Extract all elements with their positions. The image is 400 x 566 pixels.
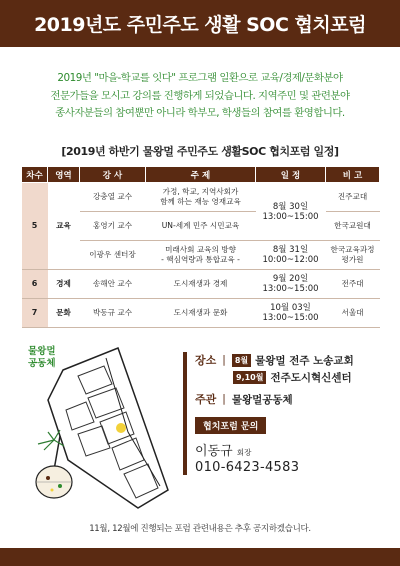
community-label-line: 물왕멀 [28, 346, 56, 357]
table-row [22, 183, 380, 212]
topic: 도시재생과 문화 [146, 299, 256, 328]
speaker: 강충열 교수 [80, 183, 146, 212]
contact-title: 회장 [236, 448, 252, 457]
organizer-label: 주관 [195, 393, 217, 406]
topic [146, 183, 256, 212]
divider: | [222, 393, 226, 405]
session-number: 6 [22, 270, 48, 299]
speaker: 홍영기 교수 [80, 212, 146, 241]
contact-phone[interactable]: 010-6423-4583 [195, 460, 300, 475]
column-header: 영역 [48, 167, 80, 183]
note-line: 한국교육과정 [330, 245, 375, 254]
topic [146, 241, 256, 270]
intro-line: 종사자분들의 참여뿐만 아니라 학부모, 학생들의 참여를 환영합니다. [55, 107, 345, 119]
contact-person: 이동규 [195, 444, 233, 459]
topic-line: 미래사회 교육의 방향 [165, 245, 236, 254]
date [256, 270, 326, 299]
footer-bar [0, 548, 400, 566]
note: 한국교원대 [326, 212, 380, 241]
date [256, 241, 326, 270]
divider: | [222, 354, 226, 366]
speaker: 이광우 센터장 [80, 241, 146, 270]
topic: 도시재생과 경제 [146, 270, 256, 299]
column-header: 비 고 [326, 167, 380, 183]
date [256, 299, 326, 328]
event-info [183, 352, 394, 475]
venue-label: 장소 [195, 354, 217, 367]
organizer-name: 물왕멀공동체 [231, 393, 293, 406]
topic: UN-세계 민주 시민교육 [146, 212, 256, 241]
topic-line: 가정, 학교, 지역사회가 [162, 187, 239, 196]
date-line: 10월 03일 [270, 303, 311, 313]
month-tag: 8월 [232, 354, 251, 367]
speaker: 박동규 교수 [80, 299, 146, 328]
venue-name: 물왕멀 전주 노송교회 [255, 354, 354, 367]
footer-note: 11월, 12월에 진행되는 포럼 관련내용은 추후 공지하겠습니다. [89, 524, 311, 534]
note: 서울대 [326, 299, 380, 328]
intro-line: 2019년 "마을-학교를 잇다" 프로그램 일환으로 교육/경제/문화분야 [57, 72, 343, 84]
date-line: 8월 30일 [272, 201, 309, 212]
venue-name: 전주도시혁신센터 [270, 372, 352, 384]
intro-text [14, 70, 386, 123]
schedule-title: [2019년 하반기 물왕멀 주민주도 생활SOC 협치포럼 일정] [61, 145, 339, 158]
column-header: 주 제 [146, 167, 256, 183]
table-row [22, 270, 380, 299]
venue-row [195, 370, 394, 385]
schedule-table [21, 166, 380, 328]
header-bar [0, 0, 400, 47]
topic-line: 함께 하는 재능 영재교육 [160, 197, 241, 206]
session-number: 5 [22, 183, 48, 270]
intro-line: 전문가들을 모시고 강의를 진행하게 되었습니다. 지역주민 및 관련분야 [50, 89, 350, 102]
note: 진주교대 [326, 183, 380, 212]
column-header: 강 사 [80, 167, 146, 183]
speaker: 송해안 교수 [80, 270, 146, 299]
note [326, 241, 380, 270]
date [256, 183, 326, 241]
organizer-row [195, 391, 394, 407]
time-line: 10:00~12:00 [262, 255, 319, 265]
venue-row [195, 352, 394, 368]
time-line: 13:00~15:00 [262, 313, 319, 323]
community-label-line: 공동체 [28, 358, 56, 369]
session-number: 7 [22, 299, 48, 328]
date-line: 8월 31일 [272, 245, 309, 255]
column-header: 차수 [22, 167, 48, 183]
table-row [22, 299, 380, 328]
time-line: 13:00~15:00 [262, 284, 319, 294]
table-header-row [22, 167, 380, 183]
inquiry-label: 협치포럼 문의 [195, 417, 266, 434]
time-line: 13:00~15:00 [262, 211, 319, 222]
session-area: 경제 [48, 270, 80, 299]
contact-name [195, 440, 394, 459]
note: 전주대 [326, 270, 380, 299]
page-title: 2019년도 주민주도 생활 SOC 협치포럼 [34, 14, 366, 36]
month-tag: 9,10월 [233, 371, 266, 384]
column-header: 일 정 [256, 167, 326, 183]
note-line: 평가원 [341, 255, 364, 264]
date-line: 9월 20일 [272, 274, 309, 284]
session-area: 문화 [48, 299, 80, 328]
topic-line: - 핵심역량과 통합교육 - [161, 255, 240, 264]
community-label [28, 346, 56, 370]
session-area: 교육 [48, 183, 80, 270]
